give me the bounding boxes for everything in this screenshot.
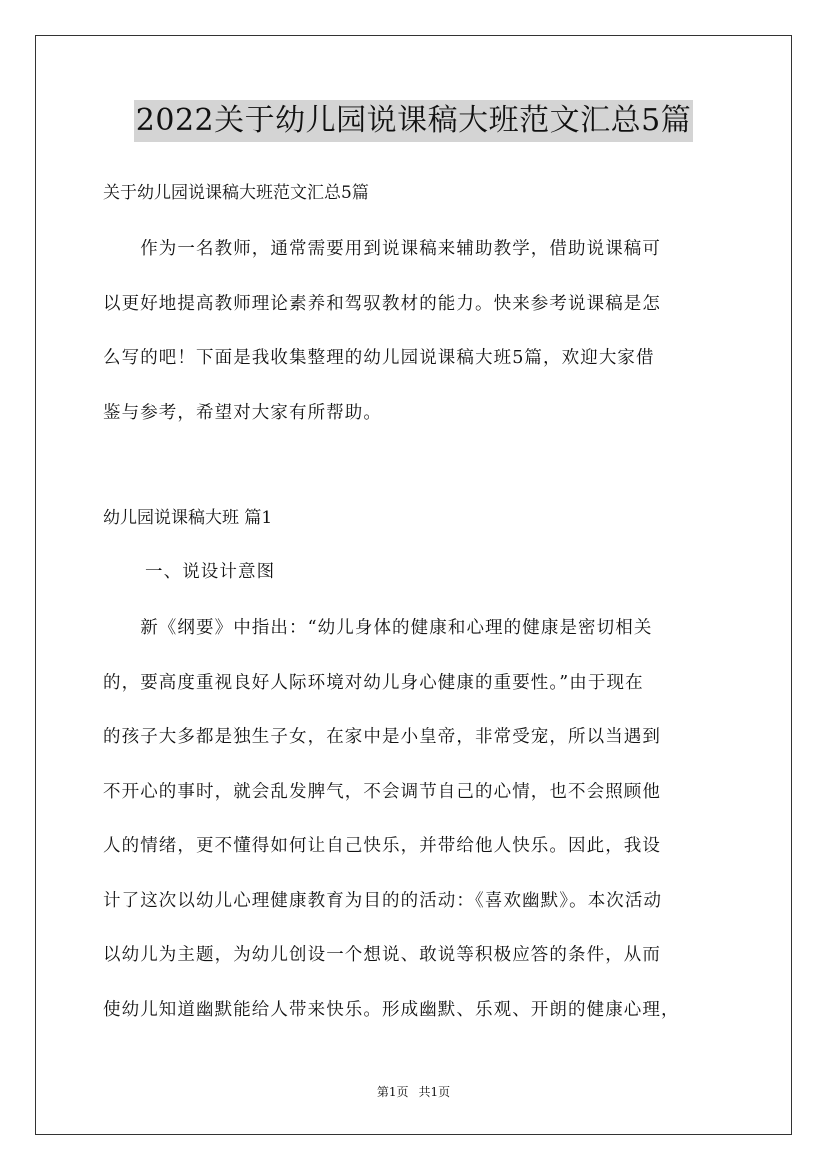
body-line: 人的情绪，更不懂得如何让自己快乐，并带给他人快乐。因此，我设	[103, 836, 661, 856]
body-line: 不开心的事时，就会乱发脾气，不会调节自己的心情，也不会照顾他	[103, 781, 661, 802]
page-footer	[0, 1084, 827, 1100]
page-number-total: 共1页	[418, 1085, 451, 1099]
intro-line: 鉴与参考，希望对大家有所帮助。	[103, 402, 382, 423]
section-heading: 幼儿园说课稿大班 篇1	[103, 508, 273, 528]
body-line: 使幼儿知道幽默能给人带来快乐。形成幽默、乐观、开朗的健康心理，	[103, 999, 680, 1020]
body-line: 新《纲要》中指出：“幼儿身体的健康和心理的健康是密切相关	[103, 618, 653, 638]
body-line: 以幼儿为主题，为幼儿创设一个想说、敢说等积极应答的条件，从而	[103, 945, 661, 965]
body-line: 计了这次以幼儿心理健康教育为目的的活动：《喜欢幽默》。本次活动	[103, 890, 663, 911]
intro-line: 么写的吧！下面是我收集整理的幼儿园说课稿大班5篇，欢迎大家借	[103, 348, 655, 368]
document-subtitle: 关于幼儿园说课稿大班范文汇总5篇	[103, 183, 369, 203]
intro-paragraph	[103, 222, 725, 440]
body-line: 的，要高度重视良好人际环境对幼儿身心健康的重要性。”由于现在	[103, 672, 644, 693]
sub-heading: 一、说设计意图	[145, 562, 276, 582]
intro-line: 作为一名教师，通常需要用到说课稿来辅助教学，借助说课稿可	[103, 239, 661, 259]
body-paragraph	[103, 601, 725, 1037]
document-title: 2022关于幼儿园说课稿大班范文汇总5篇	[134, 100, 693, 142]
body-line: 的孩子大多都是独生子女，在家中是小皇帝，非常受宠，所以当遇到	[103, 727, 661, 747]
title-container	[0, 100, 827, 142]
page-number-current: 第1页	[376, 1085, 409, 1099]
intro-line: 以更好地提高教师理论素养和驾驭教材的能力。快来参考说课稿是怎	[103, 293, 661, 314]
